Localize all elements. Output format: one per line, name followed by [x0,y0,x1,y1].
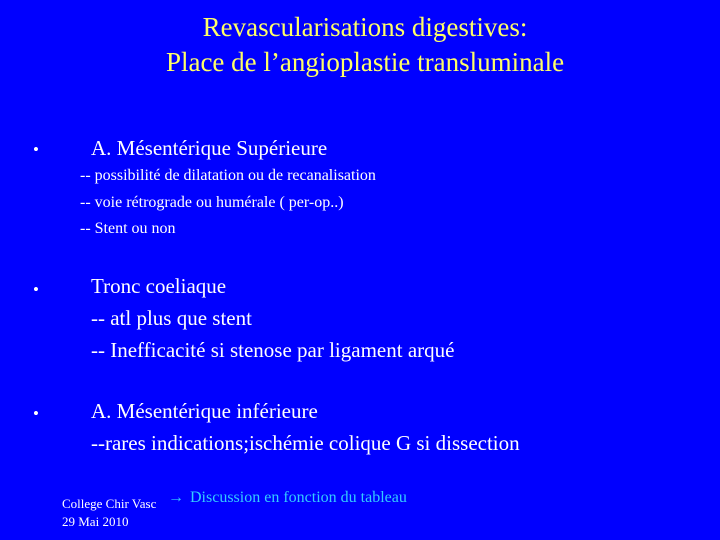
footer-date: 29 Mai 2010 [62,514,129,529]
section-heading-tronc: Tronc coeliaque [91,274,227,298]
footer-org: College Chir Vasc [62,496,157,511]
section-line: -- possibilité de dilatation ou de recanalisation [80,167,376,184]
section-line: --rares indications;ischémie colique G si dissection [91,431,520,455]
section-line: -- atl plus que stent [91,306,252,330]
title-line-1: Revascularisations digestives: [202,12,528,42]
footer-discussion [168,489,407,507]
section-line: -- Stent ou non [80,220,176,237]
section-line: -- Inefficacité si stenose par ligament arqué [91,338,455,362]
section-heading-ami: A. Mésentérique inférieure [91,399,318,423]
slide-title [0,10,720,80]
title-line-2: Place de l’angioplastie transluminale [165,47,565,77]
footer-discussion-text: Discussion en fonction du tableau [190,489,407,506]
bullet-icon: • [33,140,39,159]
bullet-icon: • [33,404,39,423]
bullet-icon: • [33,280,39,299]
section-heading-ams: A. Mésentérique Supérieure [91,136,328,160]
section-line: -- voie rétrograde ou humérale ( per-op..) [80,194,344,211]
arrow-right-icon: → [168,489,184,506]
